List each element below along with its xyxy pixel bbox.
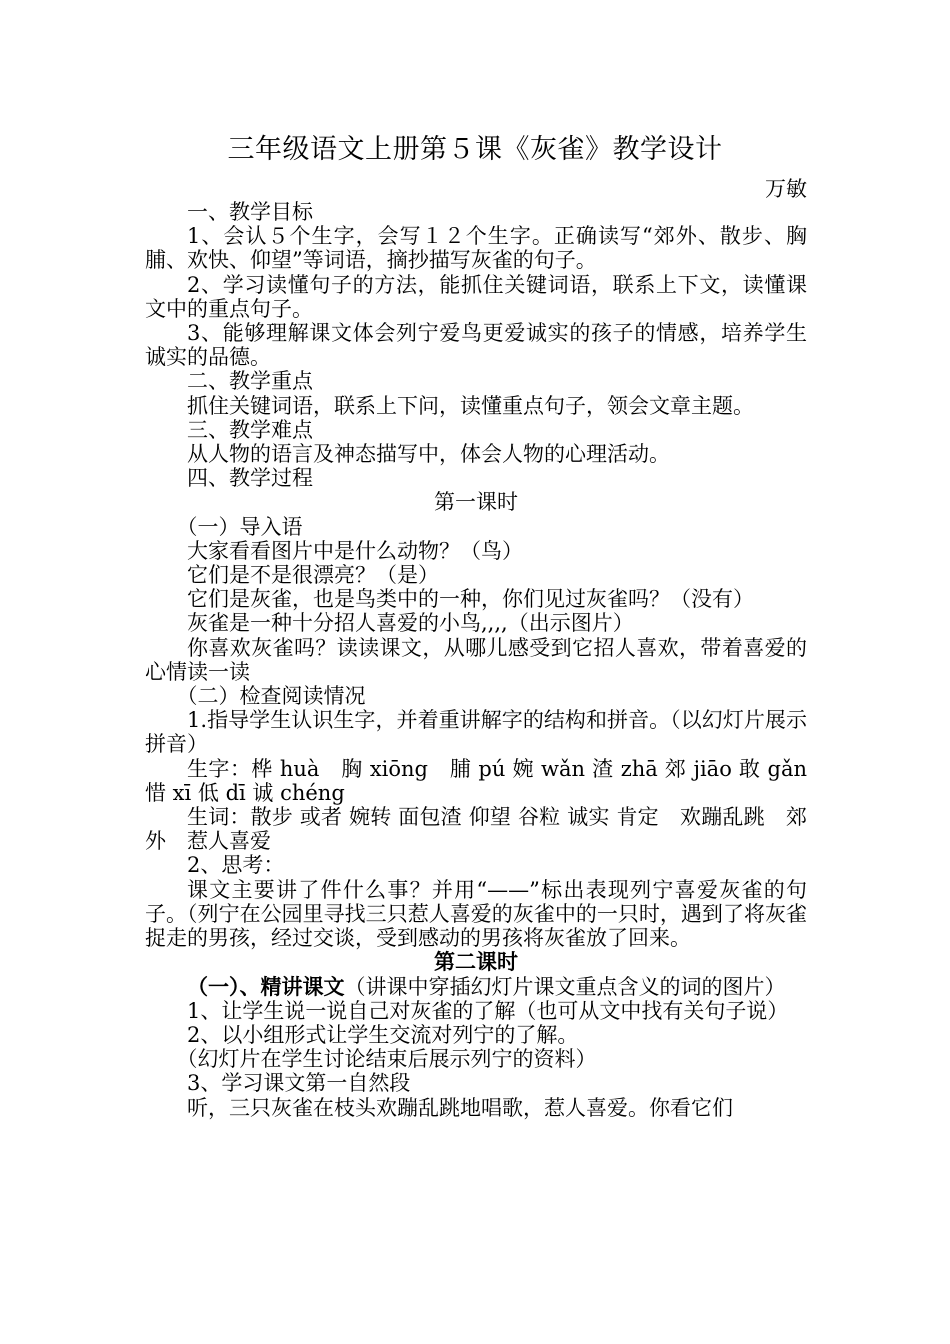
author-name: 万敏 xyxy=(765,177,807,201)
new-words-list: 生词：散步 或者 婉转 面包渣 仰望 谷粒 诚实 肯定 欢蹦乱跳 郊外 惹人喜爱 xyxy=(145,805,807,854)
document-title: 三年级语文上册第５课《灰雀》教学设计 xyxy=(227,134,723,165)
subsection-note: （讲课中穿插幻灯片课文重点含义的词的图片） xyxy=(344,974,786,999)
paragraph: 1、让学生说一说自己对灰雀的了解（也可从文中找有关句子说） xyxy=(187,998,789,1023)
paragraph: 它们是灰雀，也是鸟类中的一种，你们见过灰雀吗？（没有） xyxy=(187,587,754,612)
goal-item-3: 3、能够理解课文体会列宁爱鸟更爱诚实的孩子的情感，培养学生诚实的品德。 xyxy=(145,321,807,370)
paragraph: 你喜欢灰雀吗？读读课文，从哪儿感受到它招人喜欢，带着喜爱的心情读一读 xyxy=(145,635,807,684)
paragraph xyxy=(145,975,807,999)
section-heading-process: 四、教学过程 xyxy=(187,466,313,491)
paragraph: 大家看看图片中是什么动物？（鸟） xyxy=(187,538,523,563)
paragraph: 它们是不是很漂亮？（是） xyxy=(187,563,439,588)
subsection-intensive-reading: （一）、精讲课文 xyxy=(187,973,345,999)
document-body xyxy=(145,200,828,1120)
new-characters-list: 生字：桦 huà 胸 xiōng 脯 pú 婉 wǎn 渣 zhā 郊 jiāo 敢 gǎn 惜 xī 低 dī 诚 chéng xyxy=(145,756,828,805)
goal-item-1: 1、会认５个生字，会写１２个生字。正确读写“郊外、散步、胸脯、欢快、仰望”等词语，摘抄描写灰雀的句子。 xyxy=(145,224,807,273)
paragraph: 课文主要讲了件什么事？并用“——”标出表现列宁喜爱灰雀的句子。（列宁在公园里寻找三只惹人喜爱的灰雀中的一只时，遇到了将灰雀捉走的男孩，经过交谈，受到感动的男孩将灰雀放了回来。 xyxy=(145,877,807,951)
goal-item-2: 2、学习读懂句子的方法，能抓住关键词语，联系上下文，读懂课文中的重点句子。 xyxy=(145,272,807,321)
key-points-text: 抓住关键词语，联系上下问，读懂重点句子，领会文章主题。 xyxy=(187,393,754,418)
lesson-one-heading: 第一课时 xyxy=(434,490,518,515)
paragraph: 1.指导学生认识生字，并着重讲解字的结构和拼音。（以幻灯片展示拼音） xyxy=(145,708,807,757)
subsection-check-reading: （二）检查阅读情况 xyxy=(176,684,366,709)
paragraph: 3、学习课文第一自然段 xyxy=(187,1071,411,1096)
section-heading-difficulties: 三、教学难点 xyxy=(187,417,313,442)
difficulties-text: 从人物的语言及神态描写中，体会人物的心理活动。 xyxy=(187,442,670,467)
section-heading-goals: 一、教学目标 xyxy=(187,200,313,224)
subsection-intro: （一）导入语 xyxy=(176,514,303,539)
section-heading-key-points: 二、教学重点 xyxy=(187,369,313,394)
lesson-two-heading: 第二课时 xyxy=(434,949,518,975)
paragraph: 听，三只灰雀在枝头欢蹦乱跳地唱歌，惹人喜爱。你看它们 xyxy=(187,1095,733,1120)
paragraph: （幻灯片在学生讨论结束后展示列宁的资料） xyxy=(176,1047,597,1072)
paragraph: 2、以小组形式让学生交流对列宁的了解。 xyxy=(187,1022,579,1047)
paragraph: 灰雀是一种十分招人喜爱的小鸟,,,,（出示图片） xyxy=(187,611,634,636)
paragraph: 2、思考： xyxy=(187,853,285,878)
